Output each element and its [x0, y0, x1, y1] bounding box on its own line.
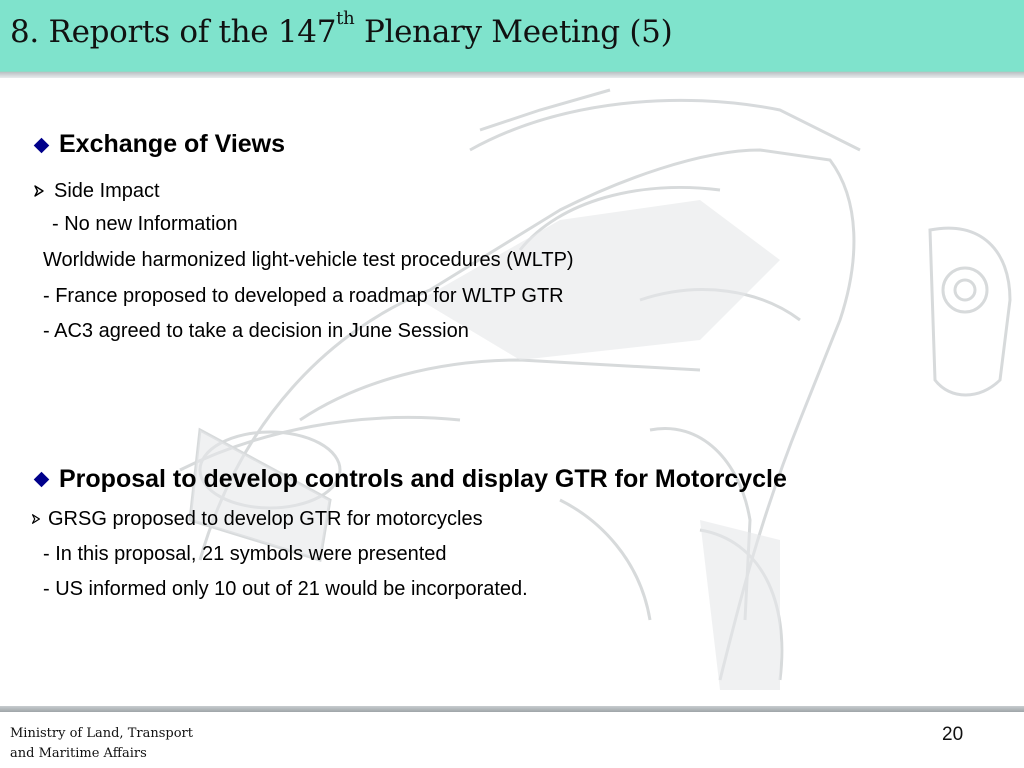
footer-org-line2: and Maritime Affairs	[10, 746, 147, 761]
footer-org-line1: Ministry of Land, Transport	[10, 726, 193, 741]
section2-line: - US informed only 10 out of 21 would be incorporated.	[43, 578, 528, 600]
arrow-bullet-icon	[32, 184, 46, 198]
section1-line: Worldwide harmonized light-vehicle test procedures (WLTP)	[43, 249, 574, 271]
footer-divider	[0, 706, 1024, 712]
section1-line: - No new Information	[52, 213, 238, 235]
slide-title-rest: Plenary Meeting (5)	[354, 14, 673, 50]
section1-line: - France proposed to developed a roadmap for WLTP GTR	[43, 285, 564, 307]
page-number: 20	[942, 724, 964, 745]
section2-line: - In this proposal, 21 symbols were presented	[43, 543, 447, 565]
section1-line: - AC3 agreed to take a decision in June Session	[43, 320, 469, 342]
section2-sub-item: GRSG proposed to develop GTR for motorcycles	[48, 508, 483, 530]
slide-title	[10, 8, 673, 50]
slide-title-main: 8. Reports of the 147	[10, 14, 337, 50]
arrow-bullet-icon	[30, 513, 42, 525]
slide-title-superscript: th	[336, 8, 355, 29]
section2-heading: Proposal to develop controls and display GTR for Motorcycle	[59, 465, 787, 493]
section1-heading: Exchange of Views	[59, 130, 286, 158]
footer-organization	[10, 724, 193, 764]
section1-sub-item: Side Impact	[54, 180, 160, 202]
title-shadow-divider	[0, 72, 1024, 78]
